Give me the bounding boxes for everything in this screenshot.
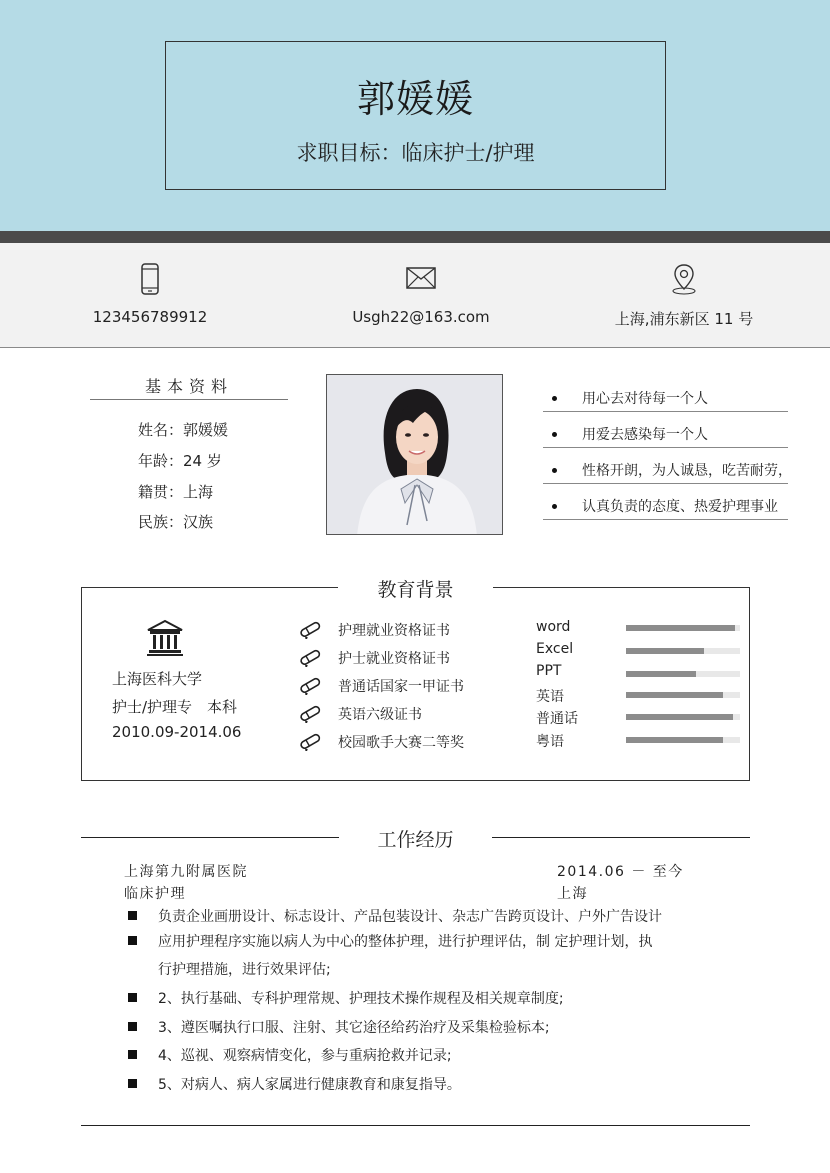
duty-text-continuation: 行护理措施，进行效果评估; [158,962,331,978]
duty-text: 负责企业画册设计、标志设计、产品包装设计、杂志广告跨页设计、户外广告设计 [158,909,662,925]
major-degree: 护士/护理专 本科 [112,698,238,716]
skill-label: 英语 [536,689,564,705]
bullet-dot-icon [552,432,557,437]
duty-text: 3、遵医嘱执行口服、注射、其它途径给药治疗及采集检验标本; [158,1020,550,1036]
skill-bar-fill [626,692,723,698]
job-objective: 求职目标：临床护士/护理 [296,141,535,165]
info-value: 24 岁 [183,452,222,470]
trait-text: 性格开朗，为人诚恳，吃苦耐劳， [582,463,792,479]
square-bullet-icon [128,993,137,1002]
job-position: 临床护理 [124,886,186,902]
diploma-icon [298,647,322,671]
diploma-icon [298,619,322,643]
work-heading: 工作经历 [339,825,492,851]
info-label: 姓名： [138,421,184,439]
duty-text: 应用护理程序实施以病人为中心的整体护理，进行护理评估，制 定护理计划，执 [158,934,653,950]
info-label: 年龄： [138,452,184,470]
diploma-icon [298,675,322,699]
profile-photo [326,374,503,535]
duty-text: 5、对病人、病人家属进行健康教育和康复指导。 [158,1077,461,1093]
phone-text: 123456789912 [92,308,208,326]
skill-label: PPT [536,663,562,679]
work-period: 2014.06 － 至今 [557,864,684,880]
info-row-ethnicity [138,511,213,532]
info-label: 籍贯： [138,483,184,501]
skill-bar [626,625,740,631]
education-heading: 教育背景 [338,575,493,601]
header-divider-bar [0,231,830,243]
skill-bar [626,671,740,677]
skill-label: 粤语 [536,734,564,750]
duty-text: 4、巡视、观察病情变化，参与重病抢救并记录; [158,1048,452,1064]
address-text: 上海,浦东新区 11 号 [614,310,754,328]
work-heading-line-left [81,837,339,838]
info-row-age [138,450,222,471]
skill-bar-fill [626,714,733,720]
certificate-text: 英语六级证书 [338,707,422,723]
contact-email [291,243,551,348]
square-bullet-icon [128,911,137,920]
study-period: 2010.09-2014.06 [112,723,242,741]
school-name: 上海医科大学 [112,670,203,688]
info-row-name [138,419,228,440]
duty-text: 2、执行基础、专科护理常规、护理技术操作规程及相关规章制度; [158,991,564,1007]
university-icon [146,619,184,661]
certificate-text: 校园歌手大赛二等奖 [338,735,464,751]
square-bullet-icon [128,1050,137,1059]
skill-bar [626,737,740,743]
skill-bar-fill [626,737,723,743]
diploma-icon [298,703,322,727]
candidate-name: 郭媛媛 [356,77,474,121]
square-bullet-icon [128,936,137,945]
contact-strip [0,243,830,348]
bullet-dot-icon [552,504,557,509]
certificate-text: 护理就业资格证书 [338,623,450,639]
info-value: 汉族 [183,513,214,531]
skill-bar [626,648,740,654]
bullet-dot-icon [552,468,557,473]
diploma-icon [298,731,322,755]
skill-bar [626,714,740,720]
contact-address [554,243,814,348]
header-band [0,0,830,231]
mail-icon [406,267,436,293]
trait-text: 认真负责的态度、热爱护理事业 [582,499,778,515]
info-label: 民族： [138,513,184,531]
certificate-text: 护士就业资格证书 [338,651,450,667]
skill-bar [626,692,740,698]
basic-info-title: 基本资料 [144,377,233,396]
skill-label: Excel [536,641,574,657]
email-text: Usgh22@163.com [352,308,490,326]
skill-bar-fill [626,625,735,631]
square-bullet-icon [128,1079,137,1088]
work-heading-line-right [492,837,750,838]
skill-label: 普通话 [536,711,578,727]
skill-bar-fill [626,648,704,654]
info-value: 上海 [183,483,214,501]
bullet-dot-icon [552,396,557,401]
trait-item [543,382,788,412]
basic-info-underline [90,399,288,400]
info-value: 郭媛媛 [183,421,229,439]
trait-text: 用心去对待每一个人 [582,391,708,407]
bottom-divider [81,1125,750,1126]
skill-bar-fill [626,671,696,677]
title-box [165,41,666,190]
location-pin-icon [671,263,697,299]
skill-label: word [536,619,571,635]
certificate-text: 普通话国家一甲证书 [338,679,464,695]
trait-item [543,490,788,520]
company-name: 上海第九附属医院 [124,864,248,880]
work-location: 上海 [557,886,588,902]
trait-item [543,418,788,448]
contact-phone [20,243,280,348]
square-bullet-icon [128,1022,137,1031]
phone-icon [140,263,160,299]
trait-text: 用爱去感染每一个人 [582,427,708,443]
info-row-hometown [138,481,213,502]
trait-item [543,454,792,484]
